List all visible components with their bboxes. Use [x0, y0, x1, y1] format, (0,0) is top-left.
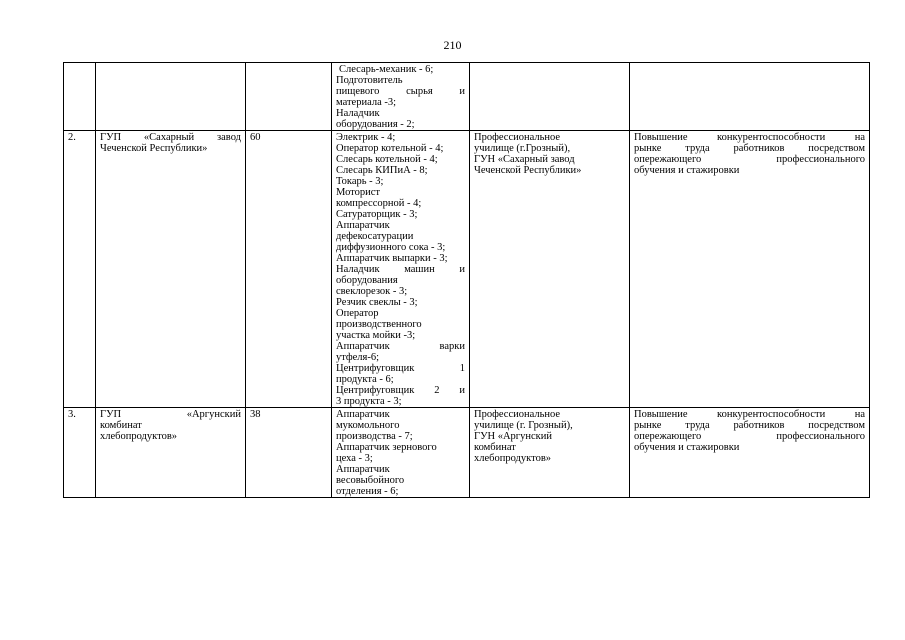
cell-line: утфеля-6; — [336, 352, 380, 363]
cell-line: рынке труда работников посредством — [634, 143, 865, 154]
cell-line: комбинат — [474, 442, 516, 453]
cell-line: дефекосатурации — [336, 231, 414, 242]
cell-line: отделения - 6; — [336, 486, 399, 497]
cell-line: мукомольного — [336, 420, 400, 431]
cell-text: 2. — [68, 132, 76, 143]
cell-line: обучения и стажировки — [634, 442, 740, 453]
cell-line: весовыбойного — [336, 475, 405, 486]
participant-count-cell — [246, 408, 332, 498]
cell-line: Аппаратчик — [336, 409, 390, 420]
goal-cell — [630, 408, 870, 498]
cell-line: хлебопродуктов» — [474, 453, 552, 464]
cell-line: ГУН «Сахарный завод — [474, 154, 575, 165]
cell-line: Слесарь КИПиА - 8; — [336, 165, 428, 176]
cell-line: Наладчик машин и — [336, 264, 465, 275]
training-institution-cell — [470, 63, 630, 131]
participant-count-cell — [246, 63, 332, 131]
cell-line: обучения и стажировки — [634, 165, 740, 176]
cell-line: Токарь - 3; — [336, 176, 384, 187]
cell-line: ГУН «Аргунский — [474, 431, 552, 442]
cell-line: пищевого сырья и — [336, 86, 465, 97]
cell-text: 3. — [68, 409, 76, 420]
page-number: 210 — [443, 38, 462, 52]
row-number-cell — [64, 63, 96, 131]
cell-line: Резчик свеклы - 3; — [336, 297, 418, 308]
cell-line: Профессиональное — [474, 409, 561, 420]
cell-line: опережающего профессионального — [634, 431, 865, 442]
cell-line: материала -3; — [336, 97, 397, 108]
cell-line: оборудования — [336, 275, 398, 286]
professions-cell — [332, 131, 470, 408]
participant-count-cell — [246, 131, 332, 408]
cell-line: Чеченской Республики» — [100, 143, 208, 154]
cell-line: свеклорезок - 3; — [336, 286, 408, 297]
cell-line: Аппаратчик зернового — [336, 442, 437, 453]
row-number-cell — [64, 131, 96, 408]
cell-line: училище (г. Грозный), — [474, 420, 573, 431]
cell-line: Аппаратчик варки — [336, 341, 465, 352]
cell-line: Подготовитель — [336, 75, 403, 86]
cell-line: производства - 7; — [336, 431, 413, 442]
organization-cell — [96, 63, 246, 131]
cell-line: Профессиональное — [474, 132, 561, 143]
cell-line: училище (г.Грозный), — [474, 143, 571, 154]
cell-line: Оператор — [336, 308, 379, 319]
cell-line: Слесарь котельной - 4; — [336, 154, 438, 165]
cell-line: диффузионного сока - 3; — [336, 242, 446, 253]
training-institution-cell — [470, 131, 630, 408]
cell-line: ГУП «Сахарный завод — [100, 132, 241, 143]
cell-line: производственного — [336, 319, 422, 330]
cell-line: продукта - 6; — [336, 374, 394, 385]
cell-line: Моторист — [336, 187, 381, 198]
cell-line: Наладчик — [336, 108, 380, 119]
professions-cell — [332, 63, 470, 131]
table-row — [64, 131, 870, 408]
table-row — [64, 63, 870, 131]
organization-cell — [96, 408, 246, 498]
cell-text: 60 — [250, 132, 261, 143]
cell-line: цеха - 3; — [336, 453, 373, 464]
cell-line: ГУП «Аргунский — [100, 409, 241, 420]
table-row — [64, 408, 870, 498]
cell-line: Сатураторщик - 3; — [336, 209, 418, 220]
goal-cell — [630, 63, 870, 131]
professions-cell — [332, 408, 470, 498]
goal-cell — [630, 131, 870, 408]
cell-line: Электрик - 4; — [336, 132, 396, 143]
cell-text: 38 — [250, 409, 261, 420]
cell-line: Повышение конкурентоспособности на — [634, 409, 865, 420]
cell-line: Аппаратчик — [336, 464, 390, 475]
cell-line: 3 продукта - 3; — [336, 396, 402, 407]
cell-line: комбинат — [100, 420, 142, 431]
cell-line: Слесарь-механик - 6; — [339, 64, 434, 75]
cell-line: Аппаратчик выпарки - 3; — [336, 253, 448, 264]
cell-line: Чеченской Республики» — [474, 165, 582, 176]
cell-line: опережающего профессионального — [634, 154, 865, 165]
cell-line: компрессорной - 4; — [336, 198, 422, 209]
row-number-cell — [64, 408, 96, 498]
organization-cell — [96, 131, 246, 408]
cell-line: Аппаратчик — [336, 220, 390, 231]
training-institution-cell — [470, 408, 630, 498]
cell-line: Центрифуговщик 1 — [336, 363, 465, 374]
cell-line: рынке труда работников посредством — [634, 420, 865, 431]
cell-line: участка мойки -3; — [336, 330, 416, 341]
cell-line: хлебопродуктов» — [100, 431, 178, 442]
cell-line: Повышение конкурентоспособности на — [634, 132, 865, 143]
cell-line: Оператор котельной - 4; — [336, 143, 444, 154]
programs-table — [63, 62, 870, 498]
cell-line: Центрифуговщик 2 и — [336, 385, 465, 396]
cell-line: оборудования - 2; — [336, 119, 415, 130]
